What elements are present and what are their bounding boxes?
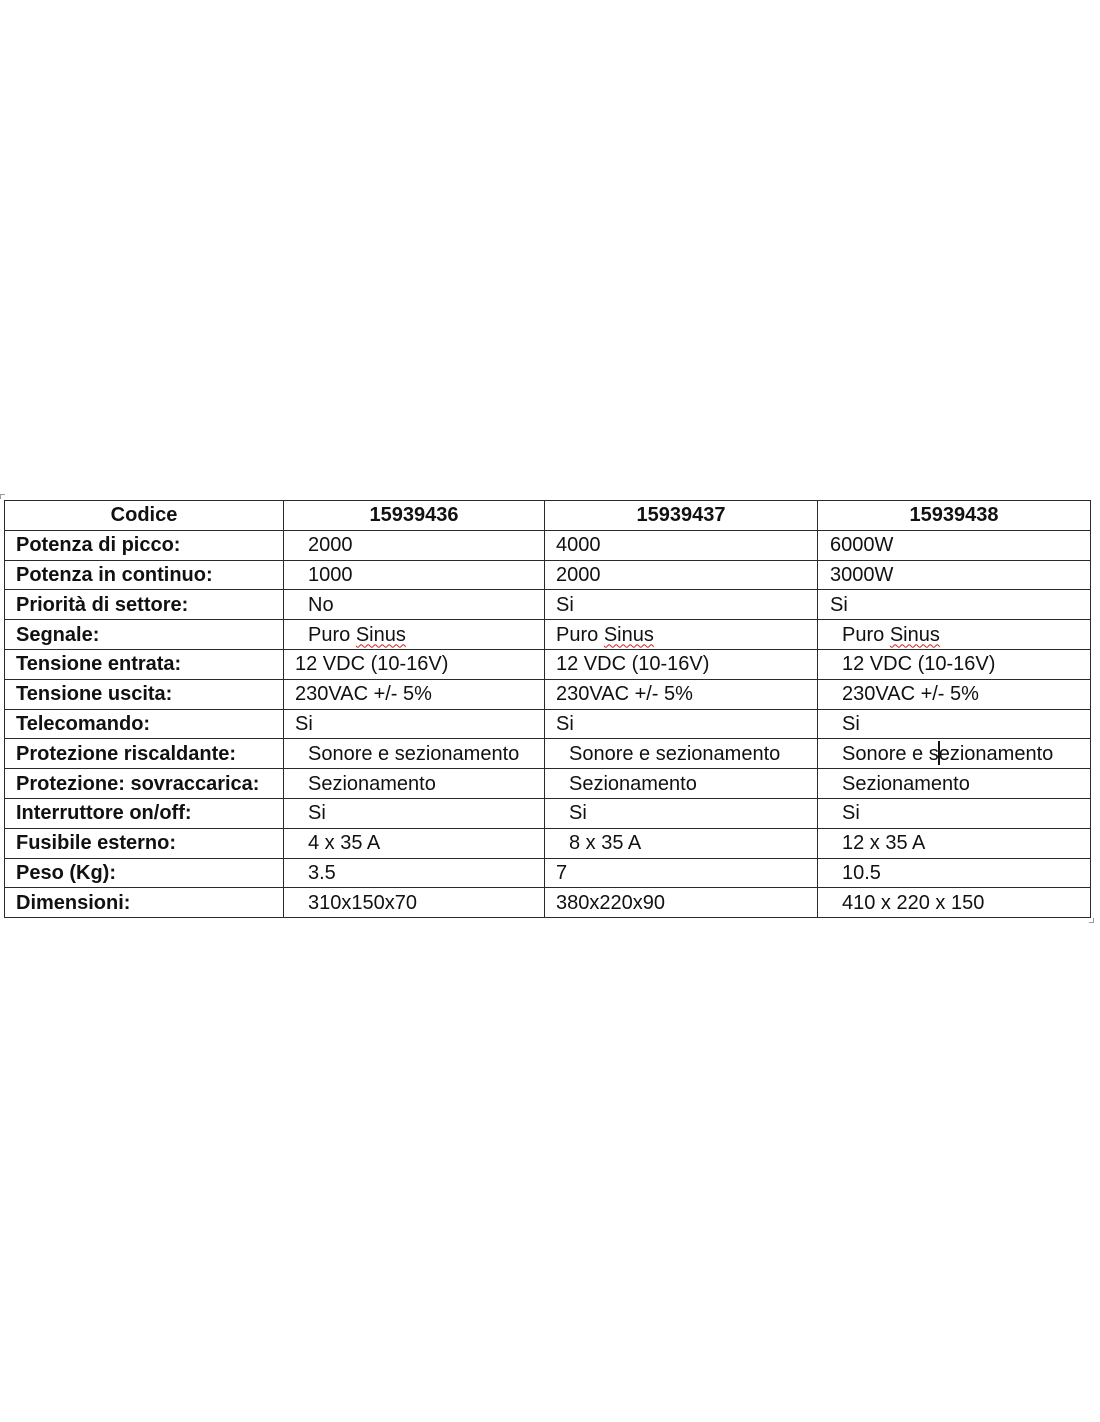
cell: Si — [818, 798, 1091, 828]
row-label: Telecomando: — [5, 709, 284, 739]
cell — [284, 620, 545, 650]
cell: 6000W — [818, 530, 1091, 560]
table-row — [5, 620, 1091, 650]
cell — [545, 620, 818, 650]
table-row — [5, 739, 1091, 769]
row-label: Priorità di settore: — [5, 590, 284, 620]
row-label: Protezione riscaldante: — [5, 739, 284, 769]
split-text-before: Sonore e s — [842, 742, 939, 765]
cell: Si — [284, 709, 545, 739]
cell: 310x150x70 — [284, 888, 545, 918]
signal-text — [842, 624, 940, 646]
spellcheck-word: Sinus — [355, 623, 406, 646]
cell: Si — [818, 590, 1091, 620]
cell: 1000 — [284, 560, 545, 590]
signal-word: Puro — [556, 623, 604, 646]
signal-word: Puro — [308, 623, 356, 646]
row-label: Protezione: sovraccarica: — [5, 769, 284, 799]
table-row — [5, 828, 1091, 858]
table-row — [5, 590, 1091, 620]
table-resize-handle[interactable] — [1089, 918, 1094, 923]
table-row — [5, 679, 1091, 709]
cell: 12 x 35 A — [818, 828, 1091, 858]
row-label: Segnale: — [5, 620, 284, 650]
cell: 4 x 35 A — [284, 828, 545, 858]
table-row — [5, 560, 1091, 590]
cell — [818, 620, 1091, 650]
cell: 230VAC +/- 5% — [818, 679, 1091, 709]
cell: 3000W — [818, 560, 1091, 590]
cell: Sonore e sezionamento — [545, 739, 818, 769]
cell: 3.5 — [284, 858, 545, 888]
header-code-1: 15939436 — [284, 501, 545, 531]
cell: 230VAC +/- 5% — [545, 679, 818, 709]
table-row — [5, 530, 1091, 560]
table-header-row — [5, 501, 1091, 531]
cell: 380x220x90 — [545, 888, 818, 918]
cell: No — [284, 590, 545, 620]
cell: 4000 — [545, 530, 818, 560]
signal-word: Puro — [842, 623, 890, 646]
split-text-after: ezionamento — [938, 742, 1054, 765]
cell: 7 — [545, 858, 818, 888]
row-label: Peso (Kg): — [5, 858, 284, 888]
table-row — [5, 709, 1091, 739]
cell: Si — [545, 590, 818, 620]
cell: 410 x 220 x 150 — [818, 888, 1091, 918]
row-label: Dimensioni: — [5, 888, 284, 918]
cell — [818, 739, 1091, 769]
signal-text — [556, 624, 654, 646]
row-label: Tensione uscita: — [5, 679, 284, 709]
cell: 12 VDC (10-16V) — [818, 649, 1091, 679]
table-row — [5, 798, 1091, 828]
table-row — [5, 649, 1091, 679]
cell: Sezionamento — [818, 769, 1091, 799]
spellcheck-word: Sinus — [889, 623, 940, 646]
row-label: Interruttore on/off: — [5, 798, 284, 828]
row-label: Tensione entrata: — [5, 649, 284, 679]
cell: 12 VDC (10-16V) — [545, 649, 818, 679]
cell: 2000 — [545, 560, 818, 590]
header-code-2: 15939437 — [545, 501, 818, 531]
table-move-handle[interactable] — [0, 494, 5, 499]
cell: 230VAC +/- 5% — [284, 679, 545, 709]
spellcheck-word: Sinus — [603, 623, 654, 646]
spec-table — [4, 500, 1091, 918]
table-row — [5, 769, 1091, 799]
cell: Sezionamento — [545, 769, 818, 799]
signal-text — [308, 624, 406, 646]
header-codice: Codice — [5, 501, 284, 531]
cell: Si — [818, 709, 1091, 739]
row-label: Potenza di picco: — [5, 530, 284, 560]
row-label: Potenza in continuo: — [5, 560, 284, 590]
cell: Si — [545, 709, 818, 739]
header-code-3: 15939438 — [818, 501, 1091, 531]
cell: Si — [284, 798, 545, 828]
cell: Sezionamento — [284, 769, 545, 799]
table-row — [5, 888, 1091, 918]
cell: 8 x 35 A — [545, 828, 818, 858]
row-label: Fusibile esterno: — [5, 828, 284, 858]
cell: 12 VDC (10-16V) — [284, 649, 545, 679]
cell: 2000 — [284, 530, 545, 560]
cell: Sonore e sezionamento — [284, 739, 545, 769]
cell: Si — [545, 798, 818, 828]
table-row — [5, 858, 1091, 888]
cell: 10.5 — [818, 858, 1091, 888]
